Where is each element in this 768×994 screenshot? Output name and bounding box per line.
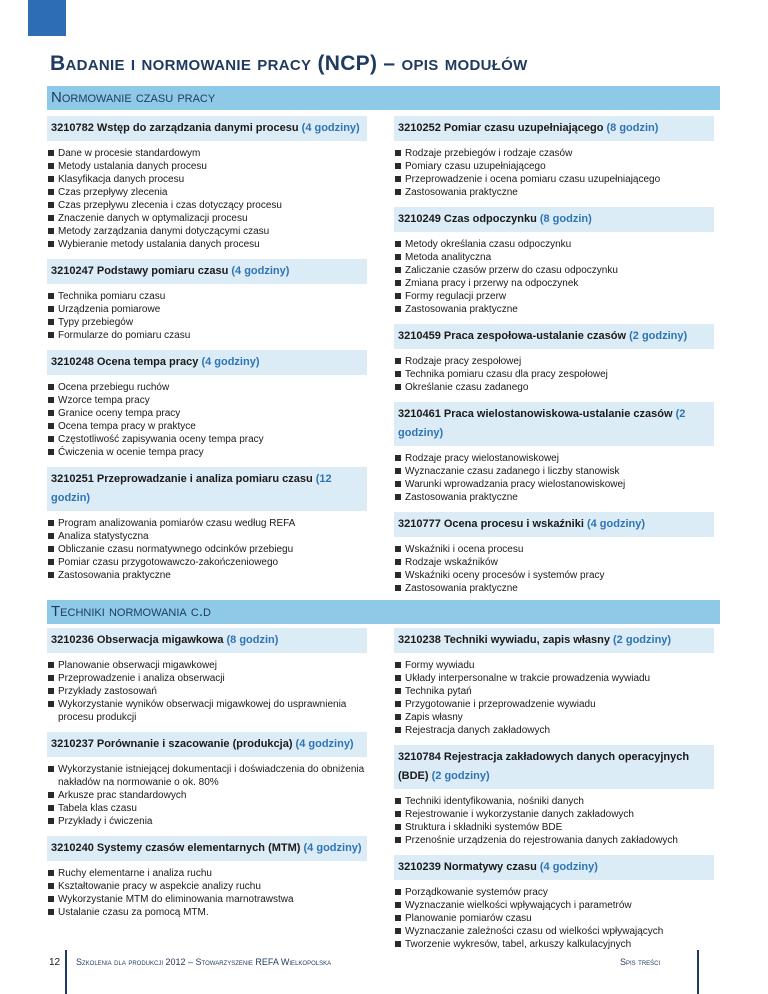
page-title: Badanie i normowanie pracy (NCP) – opis modułów	[50, 52, 528, 75]
module-heading	[394, 855, 714, 880]
module-topic: Pomiar czasu przygotowawczo-zakończeniowego	[47, 556, 367, 569]
module-title: 3210237 Porównanie i szacowanie (produkcja)	[51, 738, 296, 750]
module-topic: Tworzenie wykresów, tabel, arkuszy kalkulacyjnych	[394, 938, 714, 951]
module-topic: Ustalanie czasu za pomocą MTM.	[47, 906, 367, 919]
module-topic-list	[47, 147, 367, 251]
module-topic: Planowanie pomiarów czasu	[394, 912, 714, 925]
module-block	[47, 628, 367, 724]
module-topic-list	[394, 147, 714, 199]
module-heading	[394, 745, 714, 789]
module-topic: Technika pomiaru czasu	[47, 290, 367, 303]
module-topic-list	[394, 355, 714, 394]
module-title: 3210238 Techniki wywiadu, zapis własny	[398, 634, 614, 646]
module-topic: Metody ustalania danych procesu	[47, 160, 367, 173]
module-topic-list	[47, 867, 367, 919]
module-topic: Formularze do pomiaru czasu	[47, 329, 367, 342]
module-topic-list	[394, 659, 714, 737]
module-hours: (2 godziny)	[431, 770, 490, 782]
module-topic: Analiza statystyczna	[47, 530, 367, 543]
module-topic: Wskaźniki i ocena procesu	[394, 543, 714, 556]
module-topic-list	[47, 517, 367, 582]
module-hours: (2 godziny)	[398, 408, 686, 439]
module-topic-list	[394, 795, 714, 847]
module-topic: Ocena tempa pracy w praktyce	[47, 420, 367, 433]
module-block	[47, 259, 367, 342]
module-hours: (2 godziny)	[629, 330, 688, 342]
module-topic: Metoda analityczna	[394, 251, 714, 264]
module-block	[394, 855, 714, 951]
module-topic: Zastosowania praktyczne	[394, 186, 714, 199]
footer-text: Szkolenia dla produkcji 2012 – Stowarzyszenie REFA Wielkopolska	[76, 957, 332, 967]
module-hours: (8 godzin)	[606, 122, 659, 134]
section-1-right-column	[394, 116, 714, 603]
module-topic-list	[394, 238, 714, 316]
module-topic: Wykorzystanie MTM do eliminowania marnotrawstwa	[47, 893, 367, 906]
module-topic: Techniki identyfikowania, nośniki danych	[394, 795, 714, 808]
module-block	[47, 350, 367, 459]
module-heading	[47, 259, 367, 284]
module-topic: Wyznaczanie zależności czasu od wielkości wpływających	[394, 925, 714, 938]
module-topic: Kształtowanie pracy w aspekcie analizy ruchu	[47, 880, 367, 893]
module-hours: (12 godzin)	[51, 473, 332, 504]
module-topic: Metody określania czasu odpoczynku	[394, 238, 714, 251]
module-topic: Rodzaje przebiegów i rodzaje czasów	[394, 147, 714, 160]
section-1-left-column	[47, 116, 367, 590]
module-topic-list	[394, 886, 714, 951]
module-block	[394, 116, 714, 199]
module-topic-list	[47, 659, 367, 724]
module-hours: (4 godziny)	[231, 265, 290, 277]
module-heading	[47, 732, 367, 757]
module-topic: Zastosowania praktyczne	[394, 582, 714, 595]
module-topic: Wybieranie metody ustalania danych procesu	[47, 238, 367, 251]
module-title: 3210777 Ocena procesu i wskaźniki	[398, 518, 587, 530]
module-heading	[394, 628, 714, 653]
module-topic: Przykłady i ćwiczenia	[47, 815, 367, 828]
module-topic: Zastosowania praktyczne	[394, 303, 714, 316]
module-heading	[47, 628, 367, 653]
module-topic: Granice oceny tempa pracy	[47, 407, 367, 420]
module-topic: Przenośnie urządzenia do rejestrowania danych zakładowych	[394, 834, 714, 847]
module-topic: Znaczenie danych w optymalizacji procesu	[47, 212, 367, 225]
module-title: 3210240 Systemy czasów elementarnych (MTM)	[51, 842, 304, 854]
module-title: 3210247 Podstawy pomiaru czasu	[51, 265, 232, 277]
module-topic-list	[47, 290, 367, 342]
module-hours: (2 godziny)	[613, 634, 672, 646]
module-topic: Dane w procesie standardowym	[47, 147, 367, 160]
module-heading	[47, 350, 367, 375]
module-topic: Rejestrowanie i wykorzystanie danych zakładowych	[394, 808, 714, 821]
module-heading	[47, 467, 367, 511]
module-topic: Przygotowanie i przeprowadzenie wywiadu	[394, 698, 714, 711]
module-title: 3210252 Pomiar czasu uzupełniającego	[398, 122, 607, 134]
module-block	[47, 467, 367, 582]
module-block	[47, 116, 367, 251]
module-topic: Czas przepływu zlecenia i czas dotyczący procesu	[47, 199, 367, 212]
module-hours: (4 godziny)	[303, 842, 362, 854]
module-title: 3210236 Obserwacja migawkowa	[51, 634, 227, 646]
footer-divider	[65, 950, 67, 994]
module-topic: Zmiana pracy i przerwy na odpoczynek	[394, 277, 714, 290]
module-topic: Przeprowadzenie i analiza obserwacji	[47, 672, 367, 685]
module-hours: (8 godzin)	[226, 634, 279, 646]
page-number: 12	[49, 957, 61, 968]
module-topic: Formy regulacji przerw	[394, 290, 714, 303]
module-hours: (4 godziny)	[301, 122, 360, 134]
module-hours: (4 godziny)	[295, 738, 354, 750]
module-topic: Metody zarządzania danymi dotyczącymi czasu	[47, 225, 367, 238]
module-block	[394, 512, 714, 595]
module-heading	[47, 836, 367, 861]
module-topic: Tabela klas czasu	[47, 802, 367, 815]
module-topic: Arkusze prac standardowych	[47, 789, 367, 802]
module-topic: Formy wywiadu	[394, 659, 714, 672]
module-topic: Wyznaczanie czasu zadanego i liczby stanowisk	[394, 465, 714, 478]
module-block	[394, 324, 714, 394]
module-topic: Częstotliwość zapisywania oceny tempa pracy	[47, 433, 367, 446]
module-topic: Zaliczanie czasów przerw do czasu odpoczynku	[394, 264, 714, 277]
module-block	[47, 732, 367, 828]
module-topic: Technika pomiaru czasu dla pracy zespołowej	[394, 368, 714, 381]
module-block	[394, 628, 714, 737]
module-title: 3210782 Wstęp do zarządzania danymi procesu	[51, 122, 302, 134]
module-topic: Zapis własny	[394, 711, 714, 724]
module-heading	[394, 116, 714, 141]
module-topic-list	[394, 543, 714, 595]
module-topic: Czas przepływy zlecenia	[47, 186, 367, 199]
module-topic: Wyznaczanie wielkości wpływających i parametrów	[394, 899, 714, 912]
module-topic: Określanie czasu zadanego	[394, 381, 714, 394]
module-topic: Ocena przebiegu ruchów	[47, 381, 367, 394]
module-title: 3210248 Ocena tempa pracy	[51, 356, 202, 368]
section-heading: Normowanie czasu pracy	[47, 86, 720, 110]
module-topic: Porządkowanie systemów pracy	[394, 886, 714, 899]
module-topic: Wykorzystanie istniejącej dokumentacji i doświadczenia do obniżenia nakładów na normowanie o ok. 80%	[47, 763, 367, 789]
module-title: 3210249 Czas odpoczynku	[398, 213, 540, 225]
module-topic: Rodzaje pracy wielostanowiskowej	[394, 452, 714, 465]
module-topic: Zastosowania praktyczne	[394, 491, 714, 504]
module-hours: (4 godziny)	[586, 518, 646, 530]
module-title: 3210239 Normatywy czasu	[398, 861, 540, 873]
module-hours: (4 godziny)	[201, 356, 260, 368]
corner-accent	[28, 0, 66, 36]
module-topic: Wskaźniki oceny procesów i systemów pracy	[394, 569, 714, 582]
section-2-left-column	[47, 628, 367, 927]
module-block	[47, 836, 367, 919]
module-block	[394, 207, 714, 316]
module-block	[394, 745, 714, 847]
module-heading	[394, 512, 714, 537]
module-topic: Typy przebiegów	[47, 316, 367, 329]
module-block	[394, 402, 714, 504]
module-topic: Struktura i składniki systemów BDE	[394, 821, 714, 834]
module-topic: Zastosowania praktyczne	[47, 569, 367, 582]
module-topic: Klasyfikacja danych procesu	[47, 173, 367, 186]
module-topic: Przykłady zastosowań	[47, 685, 367, 698]
module-title: 3210459 Praca zespołowa-ustalanie czasów	[398, 330, 630, 342]
section-2-right-column	[394, 628, 714, 959]
module-topic: Program analizowania pomiarów czasu według REFA	[47, 517, 367, 530]
module-topic: Urządzenia pomiarowe	[47, 303, 367, 316]
module-heading	[47, 116, 367, 141]
module-topic: Rodzaje pracy zespołowej	[394, 355, 714, 368]
module-topic: Warunki wprowadzania pracy wielostanowiskowej	[394, 478, 714, 491]
module-topic-list	[47, 381, 367, 459]
module-topic: Pomiary czasu uzupełniającego	[394, 160, 714, 173]
module-topic: Ruchy elementarne i analiza ruchu	[47, 867, 367, 880]
module-topic: Rodzaje wskaźników	[394, 556, 714, 569]
section-heading: Techniki normowania c.d	[47, 600, 720, 624]
module-heading	[394, 324, 714, 349]
module-hours: (8 godzin)	[539, 213, 592, 225]
module-heading	[394, 402, 714, 446]
module-topic: Technika pytań	[394, 685, 714, 698]
toc-link[interactable]: Spis treści	[620, 957, 661, 967]
module-topic: Obliczanie czasu normatywnego odcinków przebiegu	[47, 543, 367, 556]
module-topic-list	[394, 452, 714, 504]
footer-divider	[697, 950, 699, 994]
module-topic: Wykorzystanie wyników obserwacji migawkowej do usprawnienia procesu produkcji	[47, 698, 367, 724]
module-title: 3210461 Praca wielostanowiskowa-ustalanie czasów	[398, 408, 676, 420]
module-heading	[394, 207, 714, 232]
module-topic: Przeprowadzenie i ocena pomiaru czasu uzupełniającego	[394, 173, 714, 186]
module-hours: (4 godziny)	[539, 861, 598, 873]
module-topic: Rejestracja danych zakładowych	[394, 724, 714, 737]
module-topic: Ćwiczenia w ocenie tempa pracy	[47, 446, 367, 459]
module-topic: Planowanie obserwacji migawkowej	[47, 659, 367, 672]
module-topic-list	[47, 763, 367, 828]
module-topic: Wzorce tempa pracy	[47, 394, 367, 407]
module-title: 3210784 Rejestracja zakładowych danych operacyjnych (BDE)	[398, 751, 690, 782]
module-topic: Układy interpersonalne w trakcie prowadzenia wywiadu	[394, 672, 714, 685]
module-title: 3210251 Przeprowadzanie i analiza pomiaru czasu	[51, 473, 316, 485]
